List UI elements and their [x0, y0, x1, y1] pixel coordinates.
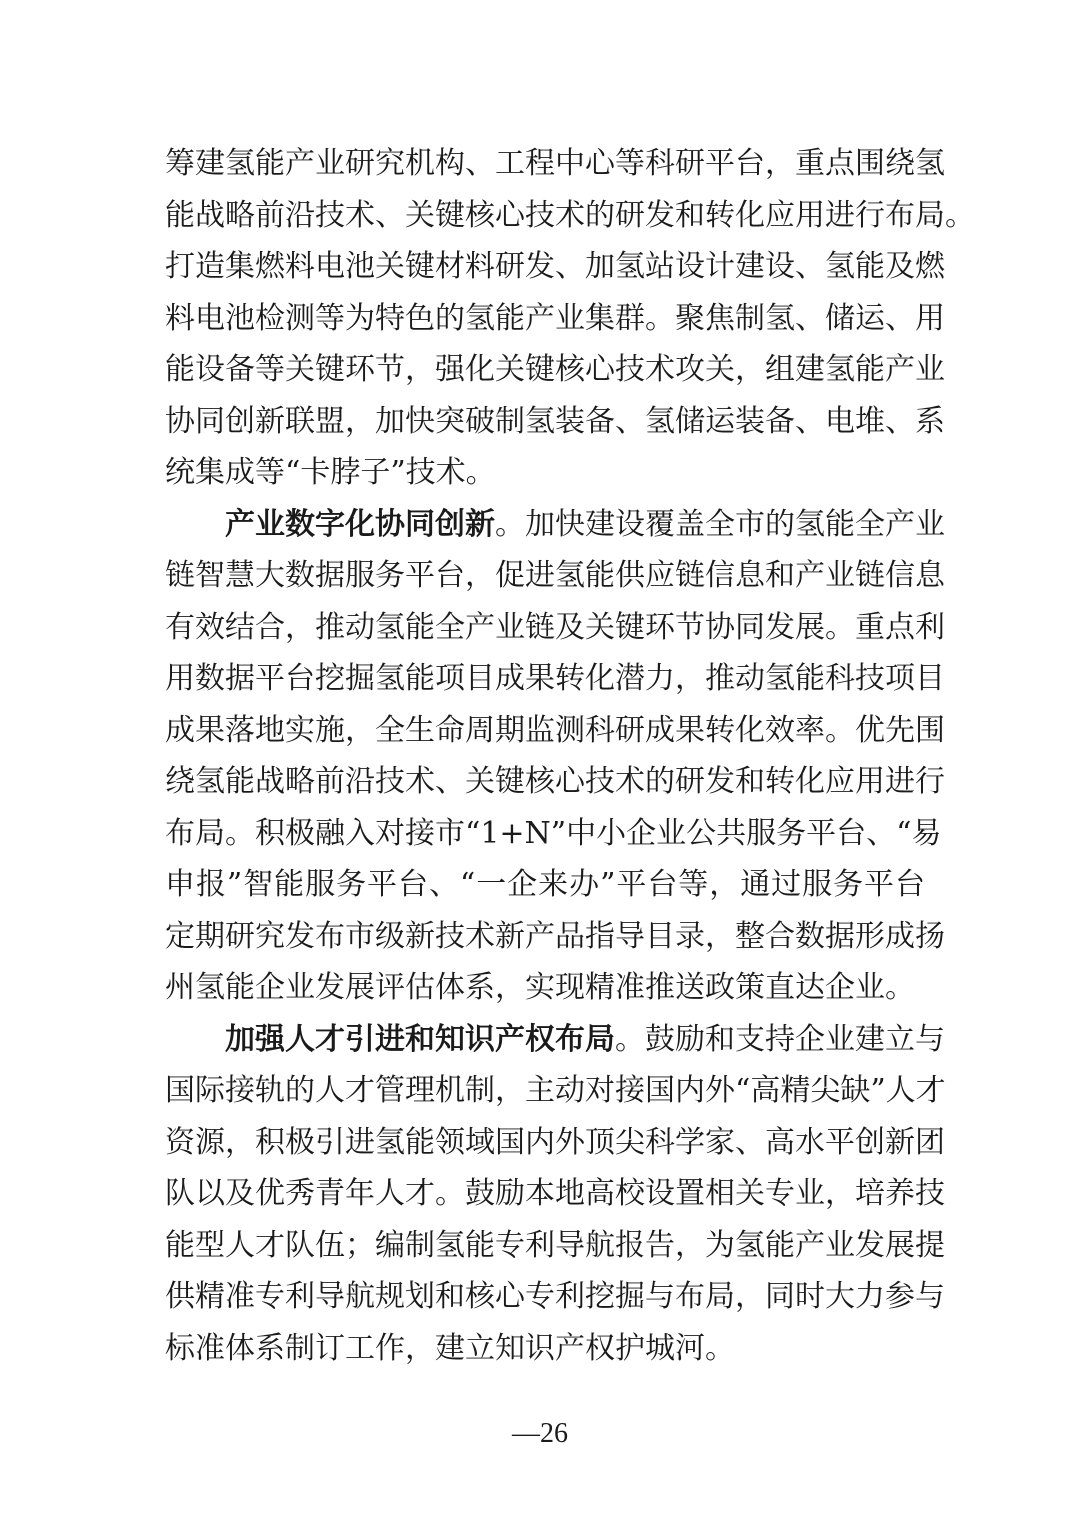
text-line: 成果落地实施，全生命周期监测科研成果转化效率。优先围 — [165, 712, 945, 748]
text-line: 有效结合，推动氢能全产业链及关键环节协同发展。重点利 — [165, 609, 945, 645]
body-text — [165, 138, 975, 1374]
text-line: 队以及优秀青年人才。鼓励本地高校设置相关专业，培养技 — [165, 1176, 945, 1211]
text-line-first — [165, 1014, 945, 1066]
text-line: 标准体系制订工作，建立知识产权护城河。 — [165, 1330, 735, 1366]
text-line: 能型人才队伍；编制氢能专利导航报告，为氢能产业发展提 — [165, 1227, 945, 1263]
text-line-first — [165, 499, 945, 551]
text-line: 协同创新联盟，加快突破制氢装备、氢储运装备、电堆、系 — [165, 403, 945, 439]
paragraph-digital-collaboration — [165, 499, 945, 1014]
text-fragment: 。鼓励和支持企业建立与 — [615, 1021, 945, 1057]
page-number: —26 — [512, 1418, 568, 1449]
text-line: 统集成等“卡脖子”技术。 — [165, 455, 496, 490]
text-line: 筹建氢能产业研究机构、工程中心等科研平台，重点围绕氢 — [165, 146, 945, 181]
text-fragment: 。加快建设覆盖全市的氢能全产业 — [495, 506, 945, 542]
text-line: 国际接轨的人才管理机制，主动对接国内外“高精尖缺”人才 — [165, 1073, 946, 1108]
text-line: 能战略前沿技术、关键核心技术的研发和转化应用进行布局。 — [165, 197, 975, 233]
section-heading: 加强人才引进和知识产权布局 — [225, 1021, 615, 1057]
text-line: 资源，积极引进氢能领域国内外顶尖科学家、高水平创新团 — [165, 1124, 945, 1160]
text-line: 州氢能企业发展评估体系，实现精准推送政策直达企业。 — [165, 970, 915, 1005]
text-line: 布局。积极融入对接市“1+N”中小企业公共服务平台、“易 — [165, 815, 942, 851]
text-line: 申报”智能服务平台、“一企来办”平台等，通过服务平台 — [165, 867, 925, 902]
text-line: 能设备等关键环节，强化关键核心技术攻关，组建氢能产业 — [165, 352, 945, 387]
paragraph-hydrogen-platforms — [165, 138, 975, 499]
text-line: 链智慧大数据服务平台，促进氢能供应链信息和产业链信息 — [165, 558, 945, 593]
text-line: 定期研究发布市级新技术新产品指导目录，整合数据形成扬 — [165, 918, 945, 954]
text-line: 料电池检测等为特色的氢能产业集群。聚焦制氢、储运、用 — [165, 300, 945, 336]
text-line: 绕氢能战略前沿技术、关键核心技术的研发和转化应用进行 — [165, 764, 945, 799]
text-line: 供精准专利导航规划和核心专利挖掘与布局，同时大力参与 — [165, 1279, 945, 1314]
text-line: 用数据平台挖掘氢能项目成果转化潜力，推动氢能科技项目 — [165, 661, 945, 696]
section-heading: 产业数字化协同创新 — [225, 506, 495, 542]
text-line: 打造集燃料电池关键材料研发、加氢站设计建设、氢能及燃 — [165, 249, 945, 284]
paragraph-talent-ip — [165, 1014, 946, 1375]
